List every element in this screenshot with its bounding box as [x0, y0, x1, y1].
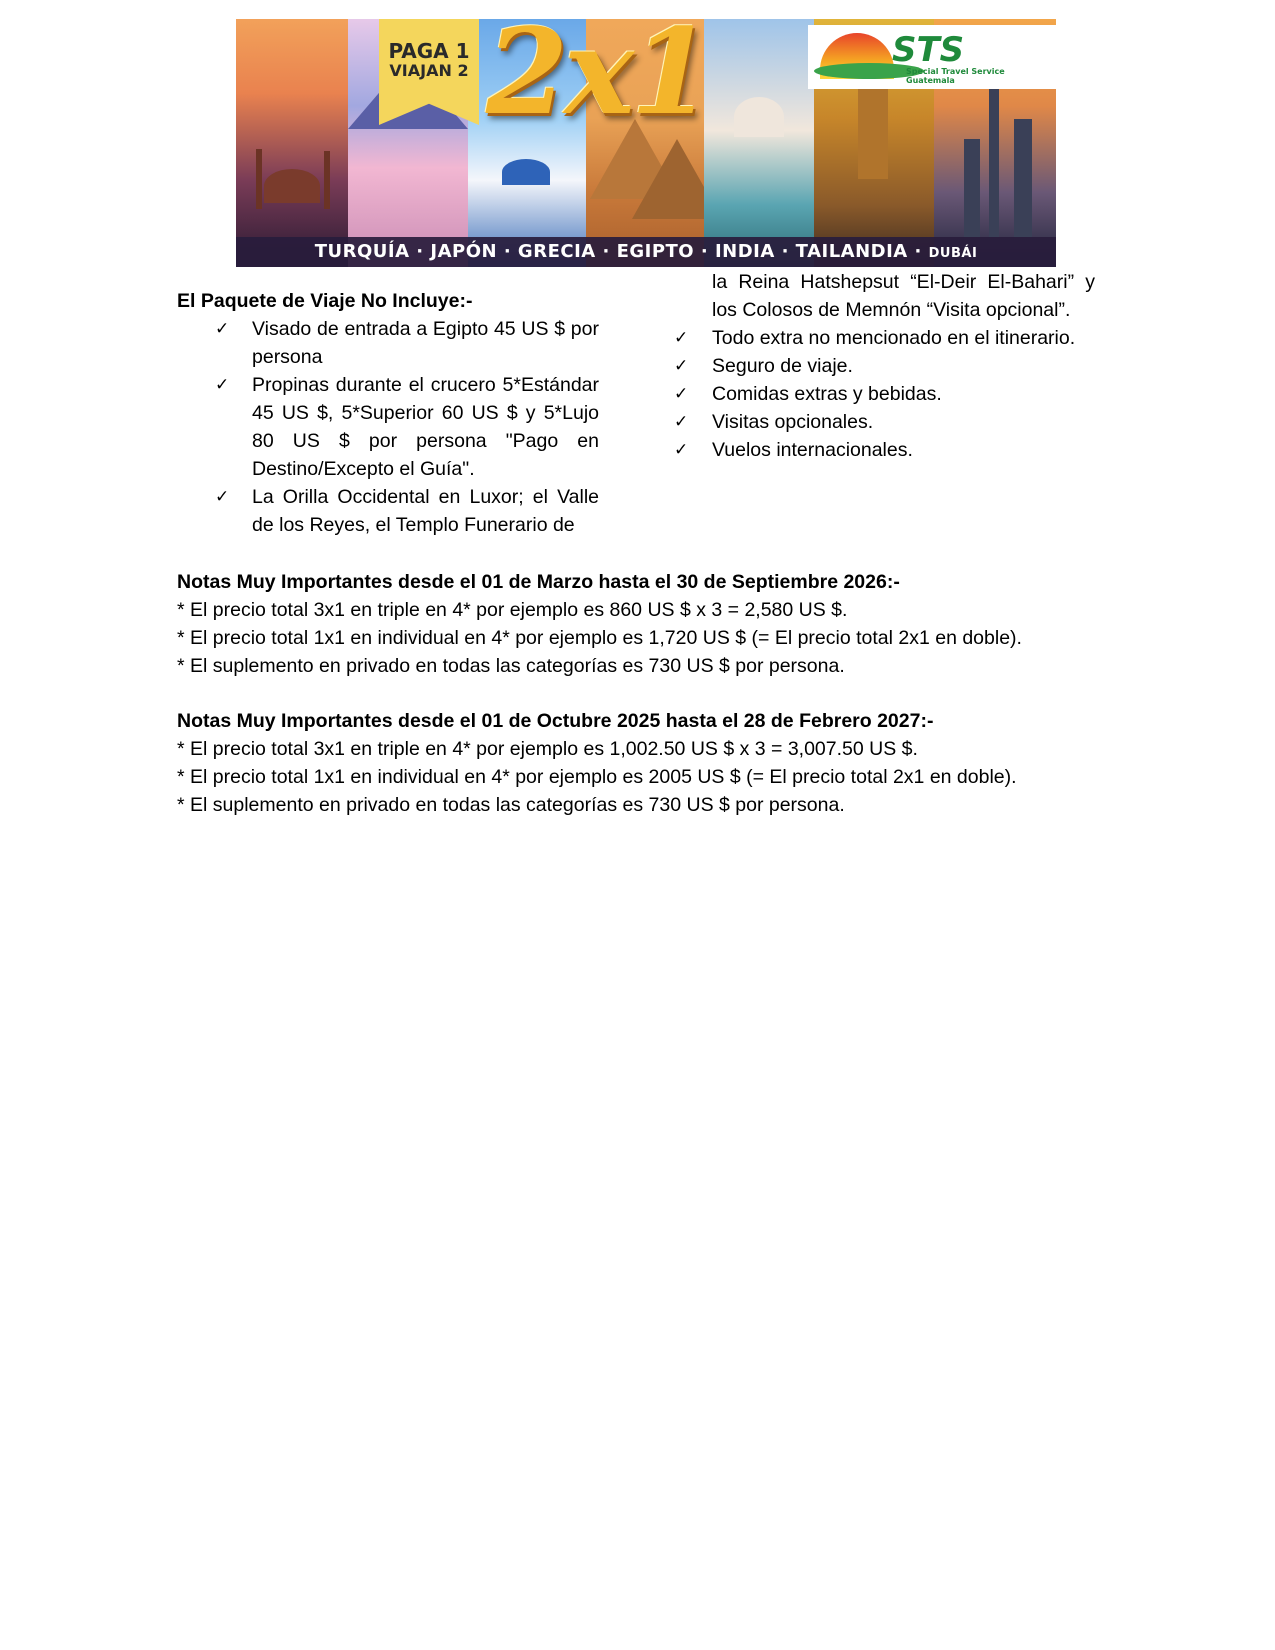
check-icon: ✓: [674, 328, 689, 348]
important-notes-march-september: [177, 568, 1137, 680]
list-item: [674, 324, 1095, 352]
list-item-text: Visitas opcionales.: [712, 411, 874, 433]
turkey-photo-panel: [236, 19, 348, 267]
notes-heading: Notas Muy Importantes desde el 01 de Marzo hasta el 30 de Septiembre 2026:-: [177, 571, 900, 593]
not-included-list: [177, 315, 599, 539]
ribbon-line-1: PAGA 1: [388, 39, 470, 63]
list-item: [674, 380, 1095, 408]
promo-banner: [236, 19, 1056, 267]
two-for-one-headline: 2x1: [486, 19, 709, 141]
list-item-text: Todo extra no mencionado en el itinerario.: [712, 327, 1076, 349]
india-photo-panel: [704, 19, 814, 267]
logo-tagline-line-1: Special Travel Service: [906, 67, 1005, 76]
ribbon-line-2: VIAJAN 2: [389, 61, 469, 80]
check-icon: ✓: [215, 487, 230, 507]
check-icon: ✓: [674, 440, 689, 460]
list-item: [177, 315, 599, 371]
list-item: [674, 408, 1095, 436]
countries-list: TURQUÍA · JAPÓN · GRECIA · EGIPTO · INDIA · TAILANDIA ·: [314, 241, 922, 262]
list-item-text: Visado de entrada a Egipto 45 US $ por persona: [252, 318, 599, 368]
important-notes-october-february: [177, 707, 1137, 819]
notes-line: * El precio total 3x1 en triple en 4* por ejemplo es 860 US $ x 3 = 2,580 US $.: [177, 599, 848, 621]
not-included-column-left: [177, 287, 599, 539]
notes-heading: Notas Muy Importantes desde el 01 de Octubre 2025 hasta el 28 de Febrero 2027:-: [177, 710, 934, 732]
check-icon: ✓: [215, 375, 230, 395]
notes-line: * El suplemento en privado en todas las categorías es 730 US $ por persona.: [177, 794, 845, 816]
logo-tagline: [906, 67, 1005, 85]
list-item-text: La Orilla Occidental en Luxor; el Valle de los Reyes, el Templo Funerario de: [252, 486, 599, 536]
not-included-list-continued: [674, 324, 1095, 464]
logo-tagline-line-2: Guatemala: [906, 76, 955, 85]
list-item: [177, 371, 599, 483]
countries-last: DUBÁI: [928, 246, 978, 261]
check-icon: ✓: [674, 412, 689, 432]
list-item-text: Comidas extras y bebidas.: [712, 383, 942, 405]
list-item: [674, 352, 1095, 380]
not-included-column-right: [674, 268, 1095, 464]
notes-line: * El precio total 3x1 en triple en 4* por ejemplo es 1,002.50 US $ x 3 = 3,007.50 US $.: [177, 738, 918, 760]
list-item: [177, 483, 599, 539]
list-item: [674, 436, 1095, 464]
check-icon: ✓: [674, 384, 689, 404]
sts-logo: [808, 25, 1056, 89]
list-item-text: Seguro de viaje.: [712, 355, 853, 377]
list-item-text: Vuelos internacionales.: [712, 439, 913, 461]
notes-line: * El precio total 1x1 en individual en 4* por ejemplo es 2005 US $ (= El precio total 2x1 en doble).: [177, 766, 1017, 788]
not-included-heading: El Paquete de Viaje No Incluye:-: [177, 290, 473, 312]
notes-line: * El suplemento en privado en todas las categorías es 730 US $ por persona.: [177, 655, 845, 677]
pay-one-ribbon-text: [379, 41, 479, 81]
check-icon: ✓: [674, 356, 689, 376]
logo-name: STS: [892, 30, 965, 70]
check-icon: ✓: [215, 319, 230, 339]
notes-line: * El precio total 1x1 en individual en 4* por ejemplo es 1,720 US $ (= El precio total 2x1 en doble).: [177, 627, 1022, 649]
countries-strip: [236, 237, 1056, 267]
list-item-text: Propinas durante el crucero 5*Estándar 45 US $, 5*Superior 60 US $ y 5*Lujo 80 US $ por persona "Pago en Destino/Excepto el Guía".: [252, 374, 599, 480]
list-item-continuation: la Reina Hatshepsut “El-Deir El-Bahari” y los Colosos de Memnón “Visita opcional”.: [712, 271, 1095, 321]
